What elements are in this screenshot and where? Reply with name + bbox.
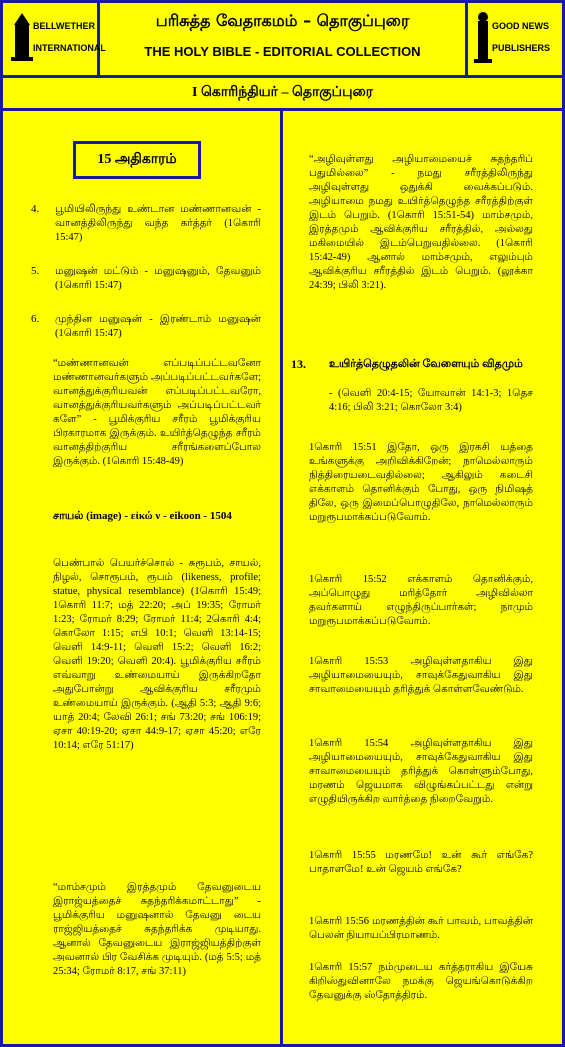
logo-left-line1: BELLWETHER bbox=[33, 21, 95, 31]
quote-paragraph: “மண்ணானவன் எப்படிப்பட்டவனோ மண்ணானவர்களும் அப்படிப்பட்டவர்களே; வானத்துக்குரியவன் எப்படிப்பட்டவரோ, வானத்துக்குரியவர்களும் அப்படிப்பட்டவர் களே” - பூமிக்குரிய சரீரம் பூமிக்குரிய பிரகாரமாக இருக்கும். உயிர்த்தெழுந்த சரீரம் வானத்திற்குரிய சரீரங்களைப்போல இருக்கும். (1கொரி 15:48-49) bbox=[53, 358, 261, 467]
book-title: I கொரிந்தியர் – தொகுப்புரை bbox=[3, 78, 562, 111]
logo-right bbox=[465, 3, 562, 75]
title-box bbox=[100, 3, 465, 75]
section-title: உயிர்த்தெழுதலின் வேளையும் விதமும் bbox=[329, 358, 523, 370]
logo-right-line2: PUBLISHERS bbox=[492, 43, 551, 53]
verse-paragraph: 1கொரி 15:53 அழிவுள்ளதாகிய இது அழியாமையையும், சாவுக்கேதுவாகிய இது சாவாமையையும் தரித்துக் கொள்ளவேண்டும். bbox=[309, 656, 533, 695]
right-column bbox=[283, 111, 562, 1044]
tower-icon bbox=[11, 13, 33, 63]
chapter-box: 15 அதிகாரம் bbox=[73, 141, 201, 179]
item-number: 6. bbox=[31, 313, 40, 325]
list-item: பூமியிலிருந்து உண்டான மண்ணானவன் - வானத்திலிருந்து வந்த கர்த்தர் (1கொரி 15:47) bbox=[55, 204, 261, 243]
verse-paragraph: 1கொரி 15:55 மரணமே! உன் கூர் எங்கே? பாதாளமே! உன் ஜெயம் எங்கே? bbox=[309, 850, 533, 875]
logo-left-line2: INTERNATIONAL bbox=[33, 43, 106, 53]
quote-paragraph-2: “மாம்சமும் இரத்தமும் தேவனுடைய இராஜ்யத்தைச் சுதந்தரிக்கமாட்டாது” - பூமிக்குரிய மனுஷனால் தேவனு டைய ராஜ்ஜியத்தைச் சுதந்தரிக்க முடியாது. ஆனால் தேவனுடைய இராஜ்ஜியத்திற்குள் அவனால் பிர வேசிக்க முடியும். (மத் 5:5; மத் 25:34; ரோமர் 8:17, சங் 37:11) bbox=[53, 882, 261, 977]
title-tamil: பரிசுத்த வேதாகமம் – தொகுப்புரை bbox=[155, 11, 410, 30]
header bbox=[3, 3, 562, 78]
verse-paragraph: 1கொரி 15:56 மரணத்தின் கூர் பாவம், பாவத்தின் பெலன் நியாயப்பிரமாணம். bbox=[309, 916, 533, 941]
section-refs: - (வெளி 20:4-15; யோவான் 14:1-3; 1தெச 4:16; பிலி 3:21; கொலோ 3:4) bbox=[329, 388, 533, 413]
verse-paragraph: 1கொரி 15:52 எக்காளம் தொனிக்கும், அப்பொழுது மரித்தோர் அழிவில்லா தவர்களாய் எழுந்திருப்பார்கள்; நாமும் மறுரூபமாக்கப்படுவோம். bbox=[309, 574, 533, 627]
item-number: 4. bbox=[31, 203, 40, 215]
title-english: THE HOLY BIBLE - EDITORIAL COLLECTION bbox=[144, 44, 421, 59]
list-item: முந்தின மனுஷன் - இரண்டாம் மனுஷன் (1கொரி 15:47) bbox=[55, 314, 261, 339]
item-number: 5. bbox=[31, 265, 40, 277]
verse-paragraph: 1கொரி 15:51 இதோ, ஒரு இரகசி யத்தை உங்களுக்கு அறிவிக்கிறேன்; நாமெல்லாரும் நித்திரையடைவதில்லை; ஆகிலும் கடைசி எக்காளம் தொனிக்கும் போது, ஒரு நிமிஷத் திலே, ஒரு இமைப்பொழுதிலே, நாமெல்லாரும் மறுரூபமாக்கப்படுவோம். bbox=[309, 442, 533, 523]
intro-paragraph: “அழிவுள்ளது அழியாமையைச் சுதந்தரிப் பதுமில்லை” - நமது சரீரத்திலிருந்து அழிவுள்ளது ஒதுக்கி வைக்கப்படும். அழியாமை நமது உயிர்த்தெழுந்த சரீரத்திற்குள் இடம் பெறும். (1கொரி 15:51-54) மாம்சமும், இரத்தமும் ஆவிக்குரிய சரீரத்தில், அல்லது மகிமையில் இடம்பெறுவதில்லை. (1கொரி 15:42-49) ஆனால் மாம்சமும், எலும்பும் ஆவிக்குரிய சரீரத்தில் இடம் பெறும். (லூக்கா 24:39; பிலி 3:21). bbox=[309, 154, 533, 291]
lamp-icon bbox=[474, 11, 492, 65]
list-item: மனுஷன் மட்டும் - மனுஷனும், தேவனும் (1கொரி 15:47) bbox=[55, 266, 261, 291]
greek-term: சாயல் (image) - εἰκώ ν - eikoon - 1504 bbox=[53, 510, 232, 522]
left-column bbox=[3, 111, 283, 1044]
logo-right-line1: GOOD NEWS bbox=[492, 21, 550, 31]
section-number: 13. bbox=[291, 357, 306, 371]
logo-left bbox=[3, 3, 106, 75]
verse-paragraph: 1கொரி 15:57 நம்முடைய கர்த்தராகிய இயேசு கிறிஸ்துவினாலே நமக்கு ஜெயங்கொடுக்கிற தேவனுக்கு ஸ்தோத்திரம். bbox=[309, 962, 533, 1001]
verse-paragraph: 1கொரி 15:54 அழிவுள்ளதாகிய இது அழியாமையையும், சாவுக்கேதுவாகிய இது சாவாமையையும் தரித்துக் கொள்ளும்போது, மரணம் ஜெயமாக விழுங்கப்பட்டது என்று எழுதியிருக்கிற வார்த்தை நிறைவேறும். bbox=[309, 738, 533, 805]
definition-paragraph: பெண்பால் பெயர்ச்சொல் - சுரூபம், சாயல், நிழல், சொரூபம், ரூபம் (likeness, profile; statue, physical resemblance) (1கொரி 15:49; 1கொரி 11:7; மத் 22:20; அப் 19:35; ரோமர் 1:23; ரோமர் 8:29; ரோமர் 11:4; 2கொரி 4:4; கொலோ 1:15; எபி 10:1; வெளி 13:14-15; வெளி 14:9-11; வெளி 15:2; வெளி 16:2; வெளி 19:20; வெளி 20:4). பூமிக்குரிய சரீரம் எவ்வாறு உண்மையாய் இருக்கிறதோ அதுபோன்று ஆவிக்குரிய சரீரமும் உண்மையாய் இருக்கும். (ஆதி 5:3; ஆதி 9:6; யாத் 20:4; லேவி 26:1; சங் 73:20; சங் 106:19; ஏசா 40:19-20; ஏசா 44:9-17; ஏசா 45:20; எரே 10:14; எரே 51:17) bbox=[53, 558, 261, 751]
